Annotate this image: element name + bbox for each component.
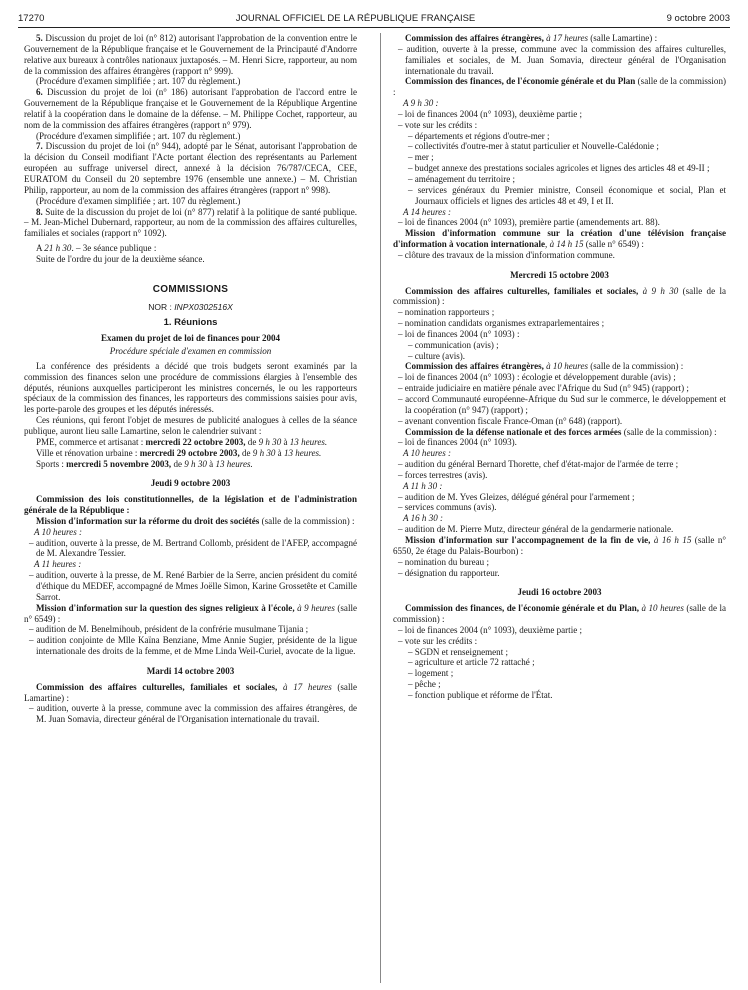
commission-affaires-culturelles-15: Commission des affaires culturelles, familiales et sociales, à 9 h 30 (salle de la commission) : bbox=[393, 285, 726, 307]
list-item: – audition de M. Benelmihoub, président de la confrérie musulmane Tijania ; bbox=[29, 624, 309, 635]
list-item: – loi de finances 2004 (n° 1093), première partie (amendements art. 88). bbox=[398, 217, 660, 228]
commission-finances: Commission des finances, de l'économie générale et du Plan (salle de la commission) : bbox=[393, 76, 726, 98]
time-10h: A 10 heures : bbox=[403, 448, 451, 459]
list-item: – nomination rapporteurs ; bbox=[398, 307, 495, 318]
exam-paragraph-1: La conférence des présidents a décidé que trois budgets seront examinés par la commission des finances selon une procédure de commissions élargies à l'ensemble des députés, réunions auxquelles participeront les ministres concernés, le ou les rapporteurs spéciaux de la commission des finances, les rapporteurs des commissions saisies pour avis, les porte-parole des groupes et les députés inéressés. bbox=[24, 360, 357, 415]
mission-signes-religieux: Mission d'information sur la question des signes religieux à l'école, à 9 heures (salle n° 6549) : bbox=[24, 602, 357, 624]
agenda-item-6-procedure: (Procédure d'examen simplifiée ; art. 107 du règlement.) bbox=[36, 130, 241, 141]
seance-description: Suite de l'ordre du jour de la deuxième séance. bbox=[36, 253, 205, 264]
agenda-item-5-procedure: (Procédure d'examen simplifiée ; art. 107 du règlement.) bbox=[36, 76, 241, 87]
commission-affaires-culturelles: Commission des affaires culturelles, familiales et sociales, à 17 heures (salle Lamartine) : bbox=[24, 681, 357, 703]
time-10h: A 10 heures : bbox=[34, 526, 82, 537]
list-subitem: – communication (avis) ; bbox=[408, 339, 499, 350]
list-item: – entraide judiciaire en matière pénale avec l'Afrique du Sud (n° 945) (rapport) ; bbox=[398, 383, 689, 394]
reunions-heading: 1. Réunions bbox=[163, 317, 218, 329]
list-subitem: – départements et régions d'outre-mer ; bbox=[408, 130, 550, 141]
header-rule bbox=[18, 27, 730, 28]
commission-lois-title: Commission des lois constitutionnelles, de la législation et de l'administration générale de la République : bbox=[24, 494, 357, 516]
seance-heading: A 21 h 30. – 3e séance publique : bbox=[36, 243, 157, 254]
exam-paragraph-2: Ces réunions, qui feront l'objet de mesures de publicité analogues à celles de la séance publique, auront lieu salle Lamartine, selon le calendrier suivant : bbox=[24, 415, 357, 436]
list-item: – audition de M. Yves Gleizes, délégué général pour l'armement ; bbox=[398, 491, 635, 502]
agenda-item-6: 6. Discussion du projet de loi (n° 186) autorisant l'approbation de l'accord entre le Gouvernement de la République française et le Gouvernement de la République Argentine relatif à la coopération dans le domaine de la défense. – M. Philippe Cochet, rapporteur, au nom de la commission des affaires étrangères (rapport n° 979). bbox=[24, 87, 357, 130]
mission-droit-societes: Mission d'information sur la réforme du droit des sociétés (salle de la commission) : bbox=[36, 515, 355, 526]
list-item: – nomination candidats organismes extraparlementaires ; bbox=[398, 318, 605, 329]
agenda-item-8: 8. Suite de la discussion du projet de loi (n° 877) relatif à la politique de santé publique. – M. Jean-Michel Dubernard, rapporteur, au nom de la commission des affaires culturelles, familiales et sociales (rapport n° 1092). bbox=[24, 206, 357, 239]
list-subitem: – collectivités d'outre-mer à statut particulier et Nouvelle-Calédonie ; bbox=[408, 141, 659, 152]
list-item: – audition, ouverte à la presse, de M. René Barbier de la Serre, ancien président du comité d'éthique du MEDEF, accompagné de Mmes Joëlle Simon, Karine Grossetête et Camille Sarrot. bbox=[29, 570, 357, 602]
agenda-item-7: 7. Discussion du projet de loi (n° 944), adopté par le Sénat, autorisant l'approbation de la décision du Conseil modifiant l'Acte portant élection des représentants au Parlement européen au suffrage universel direct, annexé à la décision 76/787/CECA, CEE, EURATOM du Conseil du 20 septembre 1976 (ensemble une annexe.) – M. Christian Philip, rapporteur, au nom de la commission des affaires étrangères (rapport n° 998). bbox=[24, 141, 357, 195]
day-heading-9-oct: Jeudi 9 octobre 2003 bbox=[150, 478, 231, 489]
calendar-line-3: Sports : mercredi 5 novembre 2003, de 9 h 30 à 13 heures. bbox=[36, 458, 253, 469]
exam-heading: Examen du projet de loi de finances pour 2004 bbox=[100, 333, 281, 344]
page-number: 17270 bbox=[18, 12, 45, 24]
list-item: – désignation du rapporteur. bbox=[398, 567, 500, 578]
list-item: – loi de finances 2004 (n° 1093) : écologie et développement durable (avis) ; bbox=[398, 372, 676, 383]
list-item: – loi de finances 2004 (n° 1093), deuxième partie ; bbox=[398, 108, 582, 119]
nor-reference: NOR : INPX0302516X bbox=[148, 301, 233, 312]
list-subitem: – budget annexe des prestations sociales agricoles et lignes des articles 48 et 49-II ; bbox=[408, 163, 710, 174]
list-item: – loi de finances 2004 (n° 1093) : bbox=[398, 328, 520, 339]
time-11h30: A 11 h 30 : bbox=[403, 480, 443, 491]
list-item: – audition du général Bernard Thorette, chef d'état-major de l'armée de terre ; bbox=[398, 459, 679, 470]
mission-television: Mission d'information commune sur la création d'une télévision française d'information à vocation internationale, à 14 h 15 (salle n° 6549) : bbox=[393, 228, 726, 250]
list-subitem: – mer ; bbox=[408, 152, 434, 163]
list-item: – audition, ouverte à la presse, de M. Bertrand Collomb, président de l'AFEP, accompagné de M. Alexandre Tessier. bbox=[29, 537, 357, 559]
commission-defense: Commission de la défense nationale et des forces armées (salle de la commission) : bbox=[405, 426, 717, 437]
commission-affaires-etrangeres: Commission des affaires étrangères, à 17 heures (salle Lamartine) : bbox=[405, 33, 658, 43]
list-subitem: – SGDN et renseignement ; bbox=[408, 646, 508, 657]
list-item: – avenant convention fiscale France-Oman (n° 648) (rapport). bbox=[398, 415, 623, 426]
time-14h: A 14 heures : bbox=[403, 206, 451, 217]
journal-title: JOURNAL OFFICIEL DE LA RÉPUBLIQUE FRANÇAISE bbox=[235, 12, 476, 24]
list-subitem: – agriculture et article 72 rattaché ; bbox=[408, 657, 535, 668]
day-heading-16-oct: Jeudi 16 octobre 2003 bbox=[517, 587, 602, 598]
list-item: – forces terrestres (avis). bbox=[398, 469, 488, 480]
day-heading-14-oct: Mardi 14 octobre 2003 bbox=[146, 665, 235, 676]
list-item: – vote sur les crédits : bbox=[398, 635, 478, 646]
agenda-item-7-procedure: (Procédure d'examen simplifiée ; art. 107 du règlement.) bbox=[36, 195, 241, 206]
list-item: – audition conjointe de Mlle Kaïna Benziane, Mme Annie Sugier, présidente de la ligue internationale des droits de la femme, et de Mme Linda Weil-Curiel, avocate de la ligue. bbox=[29, 635, 357, 657]
list-item: – audition, ouverte à la presse, commune avec la commission des affaires culturelles, familiales et sociales, de M. Juan Somavia, directeur général de l'Organisation internationale du travail. bbox=[398, 43, 726, 76]
issue-date: 9 octobre 2003 bbox=[666, 12, 730, 24]
time-9h30: A 9 h 30 : bbox=[403, 98, 439, 109]
commission-affaires-etrangeres-15: Commission des affaires étrangères, à 10 heures (salle de la commission) : bbox=[405, 361, 684, 372]
column-divider bbox=[380, 33, 381, 983]
list-subitem: – fonction publique et réforme de l'État. bbox=[408, 689, 553, 700]
list-subitem: – pêche ; bbox=[408, 679, 441, 690]
agenda-item-5: 5. Discussion du projet de loi (n° 812) autorisant l'approbation de la convention entre le Gouvernement de la République française et le Gouvernement de la Principauté d'Andorre relative aux bureaux à contrôles nationaux juxtaposés. – M. Henri Sicre, rapporteur, au nom de la commission des affaires étrangères (rapport n° 999). bbox=[24, 33, 357, 76]
commissions-heading: COMMISSIONS bbox=[152, 283, 229, 295]
list-subitem: – aménagement du territoire ; bbox=[408, 173, 516, 184]
time-11h: A 11 heures : bbox=[34, 559, 82, 570]
page-header bbox=[18, 11, 730, 25]
left-column bbox=[24, 33, 357, 725]
list-subitem: – logement ; bbox=[408, 668, 454, 679]
list-subitem: – culture (avis). bbox=[408, 350, 466, 361]
right-column bbox=[393, 33, 726, 701]
list-item: – accord Communauté européenne-Afrique du Sud sur le commerce, le développement et la coopération (n° 947) (rapport) ; bbox=[398, 394, 726, 415]
list-item: – nomination du bureau ; bbox=[398, 556, 489, 567]
exam-procedure: Procédure spéciale d'examen en commission bbox=[109, 346, 272, 357]
list-item: – vote sur les crédits : bbox=[398, 119, 478, 130]
calendar-line-1: PME, commerce et artisanat : mercredi 22 octobre 2003, de 9 h 30 à 13 heures. bbox=[36, 436, 328, 447]
list-item: – services communs (avis). bbox=[398, 502, 497, 513]
list-item: – clôture des travaux de la mission d'information commune. bbox=[398, 249, 615, 260]
calendar-line-2: Ville et rénovation urbaine : mercredi 29 octobre 2003, de 9 h 30 à 13 heures. bbox=[36, 447, 322, 458]
commission-finances-16: Commission des finances, de l'économie générale et du Plan, à 10 heures (salle de la commission) : bbox=[393, 603, 726, 625]
list-item: – loi de finances 2004 (n° 1093), deuxième partie ; bbox=[398, 624, 582, 635]
mission-fin-de-vie: Mission d'information sur l'accompagnement de la fin de vie, à 16 h 15 (salle n° 6550, 2e étage du Palais-Bourbon) : bbox=[393, 534, 726, 556]
list-item: – loi de finances 2004 (n° 1093). bbox=[398, 437, 517, 448]
list-item: – audition de M. Pierre Mutz, directeur général de la gendarmerie nationale. bbox=[398, 524, 674, 535]
day-heading-15-oct: Mercredi 15 octobre 2003 bbox=[510, 269, 609, 280]
list-item: – audition, ouverte à la presse, commune avec la commission des affaires étrangères, de M. Juan Somavia, directeur général de l'Organisation internationale du travail. bbox=[29, 703, 357, 725]
time-16h30: A 16 h 30 : bbox=[403, 513, 444, 524]
list-subitem: – services généraux du Premier ministre, Conseil économique et social, Plan et Journaux officiels et lignes des articles 48 et 49, I et II. bbox=[408, 184, 726, 206]
